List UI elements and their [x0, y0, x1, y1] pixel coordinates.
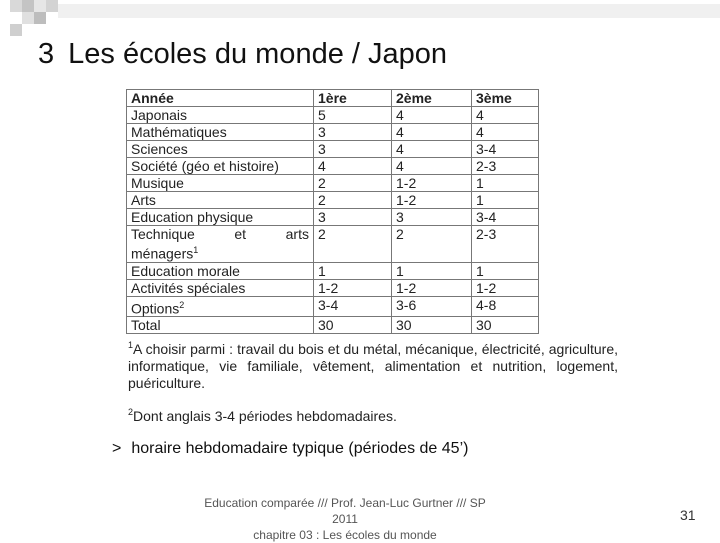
schedule-table — [126, 89, 539, 334]
footnote-marker: 1 — [128, 340, 134, 350]
table-cell: 3 — [314, 141, 392, 158]
table-row — [127, 124, 539, 141]
table-row — [127, 262, 539, 279]
table-row — [127, 317, 539, 334]
table-cell: 3 — [314, 124, 392, 141]
footnote-marker: 2 — [179, 299, 185, 310]
technique-word: Technique — [131, 226, 195, 242]
table-header-row — [127, 90, 539, 107]
table-row — [127, 226, 539, 263]
table-cell: 3 — [392, 209, 472, 226]
table-cell: Activités spéciales — [127, 279, 314, 296]
technique-line-1 — [131, 226, 309, 242]
table-row — [127, 296, 539, 317]
table-cell-options — [127, 296, 314, 317]
table-cell: 2 — [314, 175, 392, 192]
table-row — [127, 279, 539, 296]
technique-line-2 — [131, 242, 309, 262]
table-cell: Education morale — [127, 262, 314, 279]
table-cell: 1 — [472, 175, 539, 192]
table-cell: 1 — [472, 262, 539, 279]
table-cell: Musique — [127, 175, 314, 192]
footnotes — [128, 337, 618, 425]
footnote-1 — [128, 337, 618, 392]
options-label: Options — [131, 300, 180, 317]
table-row — [127, 141, 539, 158]
table-cell: 1-2 — [314, 279, 392, 296]
slide-title — [38, 38, 447, 71]
slide-footer — [190, 495, 500, 543]
table-cell: 1-2 — [392, 279, 472, 296]
table-row — [127, 158, 539, 175]
footnote-marker: 2 — [128, 407, 134, 417]
table-row — [127, 175, 539, 192]
table-cell: 1-2 — [392, 192, 472, 209]
table-cell: 2 — [392, 226, 472, 263]
slide-title-number: 3 — [38, 38, 55, 70]
table-cell: 4 — [472, 107, 539, 124]
table-cell: Education physique — [127, 209, 314, 226]
technique-word: et — [234, 226, 247, 242]
table-row — [127, 107, 539, 124]
table-cell: Arts — [127, 192, 314, 209]
page-number: 31 — [680, 507, 696, 523]
table-cell: Total — [127, 317, 314, 334]
table-cell-technique — [127, 226, 314, 263]
table-cell: 2 — [314, 192, 392, 209]
table-row — [127, 192, 539, 209]
table-cell: 1-2 — [392, 175, 472, 192]
technique-word: ménagers — [131, 245, 194, 262]
table-cell: 3-4 — [314, 296, 392, 317]
technique-word: arts — [285, 226, 309, 242]
footnote-2 — [128, 404, 618, 425]
caption-text: horaire hebdomadaire typique (périodes de 45’) — [131, 440, 469, 457]
table-cell: Mathématiques — [127, 124, 314, 141]
table-cell: 30 — [392, 317, 472, 334]
footnote-2-text: Dont anglais 3-4 périodes hebdomadaires. — [133, 408, 397, 424]
table-cell: 1 — [392, 262, 472, 279]
table-cell: 1 — [314, 262, 392, 279]
table-header-cell: 3ème — [472, 90, 539, 107]
footer-line-1: Education comparée /// Prof. Jean-Luc Gurtner /// SP 2011 — [204, 496, 486, 526]
table-cell: 3 — [314, 209, 392, 226]
table-cell: 4 — [314, 158, 392, 175]
table-cell: 3-4 — [472, 209, 539, 226]
table-cell: 4 — [392, 141, 472, 158]
table-cell: 4 — [392, 124, 472, 141]
caption — [112, 440, 468, 458]
table-row — [127, 209, 539, 226]
table-cell: 30 — [472, 317, 539, 334]
table-header-cell: 1ère — [314, 90, 392, 107]
table-cell: Société (géo et histoire) — [127, 158, 314, 175]
footer-line-2: chapitre 03 : Les écoles du monde — [253, 528, 437, 542]
table-cell: 5 — [314, 107, 392, 124]
table-header-cell: 2ème — [392, 90, 472, 107]
table-cell: 3-6 — [392, 296, 472, 317]
table-cell: 1-2 — [472, 279, 539, 296]
table-cell: 2-3 — [472, 226, 539, 263]
table-cell: 4 — [392, 158, 472, 175]
table-cell: 4 — [472, 124, 539, 141]
table-cell: Japonais — [127, 107, 314, 124]
table-cell: 3-4 — [472, 141, 539, 158]
footnote-1-text: A choisir parmi : travail du bois et du métal, mécanique, électricité, agriculture, informatique, vie familiale, vêtement, alimentation et nutrition, logement, puériculture. — [128, 341, 618, 391]
table-cell: 30 — [314, 317, 392, 334]
footnote-marker: 1 — [193, 245, 199, 255]
table-cell: 4-8 — [472, 296, 539, 317]
table-cell: 2-3 — [472, 158, 539, 175]
table-cell: 2 — [314, 226, 392, 263]
table-cell: 1 — [472, 192, 539, 209]
slide-title-text: Les écoles du monde / Japon — [68, 38, 448, 70]
caption-arrow-icon: > — [112, 440, 122, 457]
table-cell: 4 — [392, 107, 472, 124]
corner-decoration — [0, 0, 720, 36]
table-header-cell: Année — [127, 90, 314, 107]
table-cell: Sciences — [127, 141, 314, 158]
